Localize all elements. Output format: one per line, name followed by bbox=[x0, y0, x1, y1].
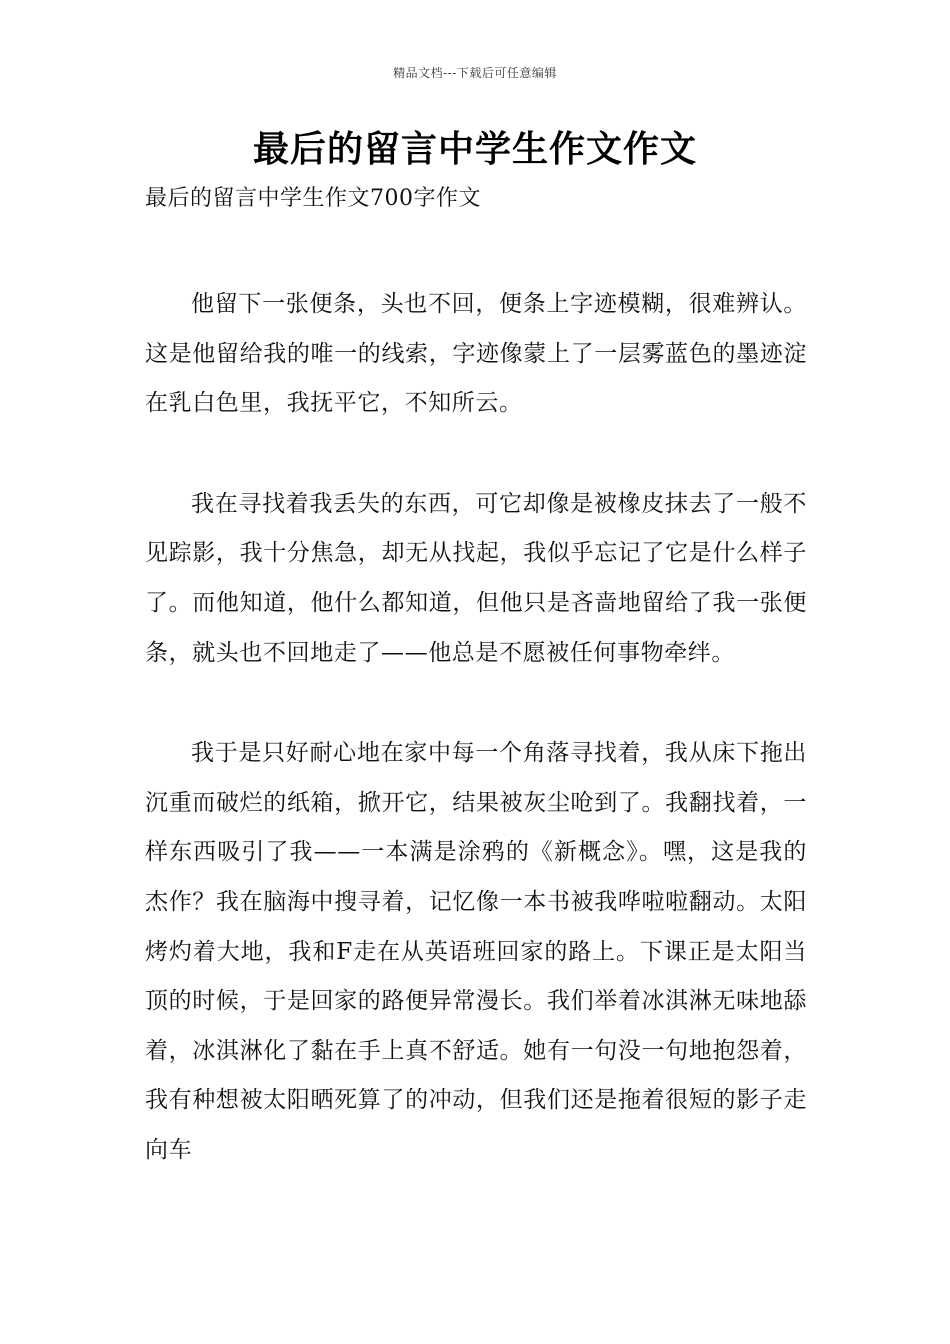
paragraph: 我在寻找着我丢失的东西，可它却像是被橡皮抹去了一般不见踪影，我十分焦急，却无从找起，我似乎忘记了它是什么样子了。而他知道，他什么都知道，但他只是吝啬地留给了我一张便条，就头也不回地走了——他总是不愿被任何事物牵绊。 bbox=[145, 490, 807, 666]
document-body bbox=[145, 280, 807, 1176]
header-note: 精品文档---下载后可任意编辑 bbox=[393, 66, 557, 80]
paragraph: 我于是只好耐心地在家中每一个角落寻找着，我从床下拖出沉重而破烂的纸箱，掀开它，结果被灰尘呛到了。我翻找着，一样东西吸引了我——一本满是涂鸦的《新概念》。嘿，这是我的杰作？我在脑海中搜寻着，记忆像一本书被我哗啦啦翻动。太阳烤灼着大地，我和F走在从英语班回家的路上。下课正是太阳当顶的时候，于是回家的路便异常漫长。我们举着冰淇淋无味地舔着，冰淇淋化了黏在手上真不舒适。她有一句没一句地抱怨着，我有种想被太阳晒死算了的冲动，但我们还是拖着很短的影子走向车 bbox=[145, 740, 807, 1163]
paragraph: 他留下一张便条，头也不回，便条上字迹模糊，很难辨认。这是他留给我的唯一的线索，字迹像蒙上了一层雾蓝色的墨迹淀在乳白色里，我抚平它，不知所云。 bbox=[145, 291, 807, 417]
document-title: 最后的留言中学生作文作文 bbox=[252, 129, 697, 170]
document-subtitle: 最后的留言中学生作文700字作文 bbox=[145, 186, 481, 211]
